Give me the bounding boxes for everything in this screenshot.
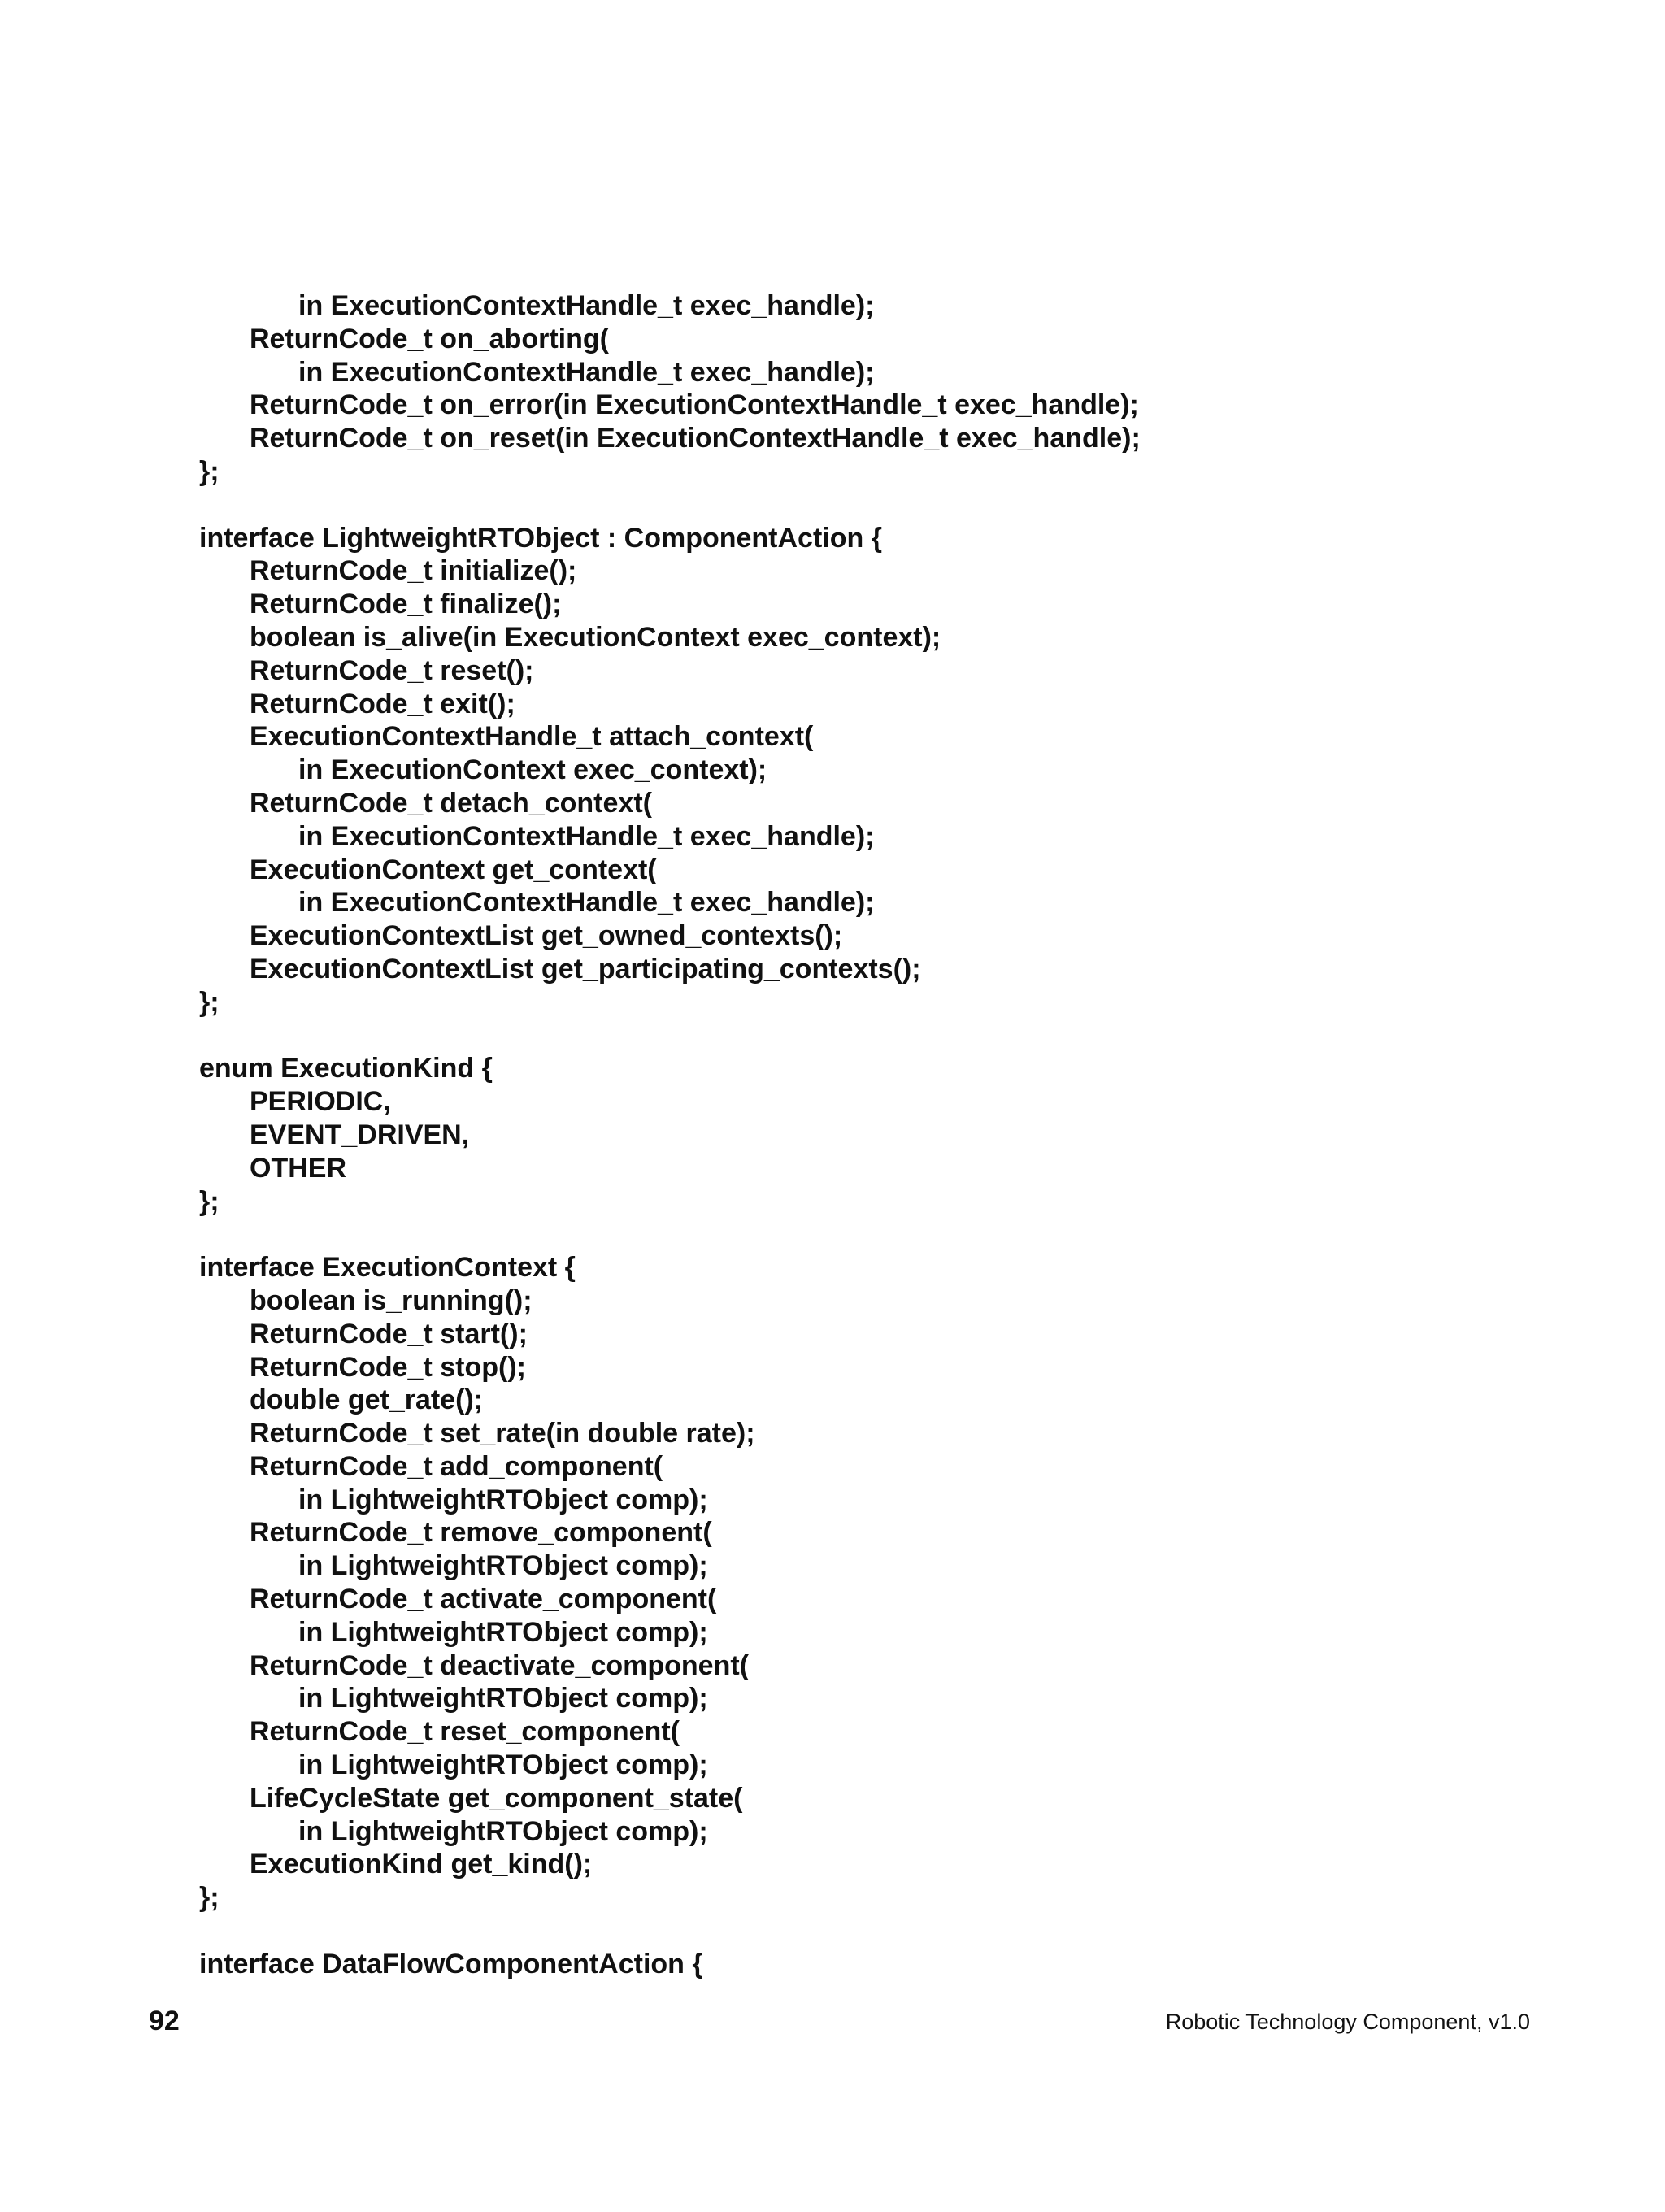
code-line: interface ExecutionContext {: [199, 1252, 576, 1284]
code-line: in LightweightRTObject comp);: [298, 1550, 708, 1582]
code-line: ReturnCode_t remove_component(: [250, 1517, 712, 1549]
code-line: ReturnCode_t reset_component(: [250, 1716, 680, 1748]
page-number: 92: [149, 2006, 180, 2036]
code-line: PERIODIC,: [250, 1086, 391, 1118]
code-line: ReturnCode_t on_aborting(: [250, 323, 609, 354]
code-line: LifeCycleState get_component_state(: [250, 1782, 743, 1814]
code-line: boolean is_running();: [250, 1284, 533, 1316]
code-line: };: [199, 986, 220, 1018]
code-line: in ExecutionContextHandle_t exec_handle);: [298, 820, 875, 852]
code-line: ReturnCode_t start();: [250, 1318, 528, 1349]
code-line: ExecutionContextHandle_t attach_context(: [250, 721, 814, 753]
code-line: in LightweightRTObject comp);: [298, 1484, 708, 1515]
code-line: in ExecutionContext exec_context);: [298, 754, 767, 786]
code-line: in LightweightRTObject comp);: [298, 1683, 708, 1714]
code-line: in LightweightRTObject comp);: [298, 1616, 708, 1648]
code-line: ReturnCode_t add_component(: [250, 1450, 663, 1482]
code-line: in LightweightRTObject comp);: [298, 1749, 708, 1781]
code-line: boolean is_alive(in ExecutionContext exec_context);: [250, 621, 941, 653]
code-line: ReturnCode_t on_reset(in ExecutionContextHandle_t exec_handle);: [250, 423, 1141, 454]
code-line: };: [199, 1185, 220, 1217]
code-line: interface LightweightRTObject : ComponentAction {: [199, 522, 882, 554]
code-line: ReturnCode_t activate_component(: [250, 1584, 717, 1615]
code-line: };: [199, 455, 220, 487]
code-line: EVENT_DRIVEN,: [250, 1119, 470, 1150]
code-line: ReturnCode_t initialize();: [250, 555, 577, 587]
code-line: in ExecutionContextHandle_t exec_handle);: [298, 887, 875, 919]
code-line: ExecutionContext get_context(: [250, 854, 657, 885]
blank-line: [199, 489, 1581, 522]
code-line: ReturnCode_t on_error(in ExecutionContextHandle_t exec_handle);: [250, 389, 1139, 421]
code-line: OTHER: [250, 1152, 346, 1184]
code-line: ExecutionContextList get_owned_contexts();: [250, 920, 843, 952]
code-line: double get_rate();: [250, 1384, 484, 1416]
code-line: ReturnCode_t set_rate(in double rate);: [250, 1418, 755, 1449]
code-line: ReturnCode_t finalize();: [250, 589, 562, 620]
code-line: in ExecutionContextHandle_t exec_handle);: [298, 356, 875, 388]
code-line: in LightweightRTObject comp);: [298, 1815, 708, 1847]
code-line: ReturnCode_t exit();: [250, 688, 515, 719]
code-line: ReturnCode_t detach_context(: [250, 787, 652, 819]
code-line: ReturnCode_t stop();: [250, 1351, 526, 1383]
code-line: ExecutionContextList get_participating_contexts();: [250, 953, 921, 984]
code-line: enum ExecutionKind {: [199, 1053, 493, 1084]
code-line: interface DataFlowComponentAction {: [199, 1948, 703, 1980]
code-line: in ExecutionContextHandle_t exec_handle);: [298, 290, 875, 321]
idl-code-listing: [199, 289, 1581, 1981]
blank-line: [199, 1019, 1581, 1053]
blank-line: [199, 1914, 1581, 1948]
code-line: ReturnCode_t reset();: [250, 654, 534, 686]
document-title: Robotic Technology Component, v1.0: [1165, 2010, 1530, 2034]
blank-line: [199, 1218, 1581, 1251]
code-line: };: [199, 1882, 220, 1914]
code-line: ExecutionKind get_kind();: [250, 1849, 593, 1880]
code-line: ReturnCode_t deactivate_component(: [250, 1649, 749, 1681]
